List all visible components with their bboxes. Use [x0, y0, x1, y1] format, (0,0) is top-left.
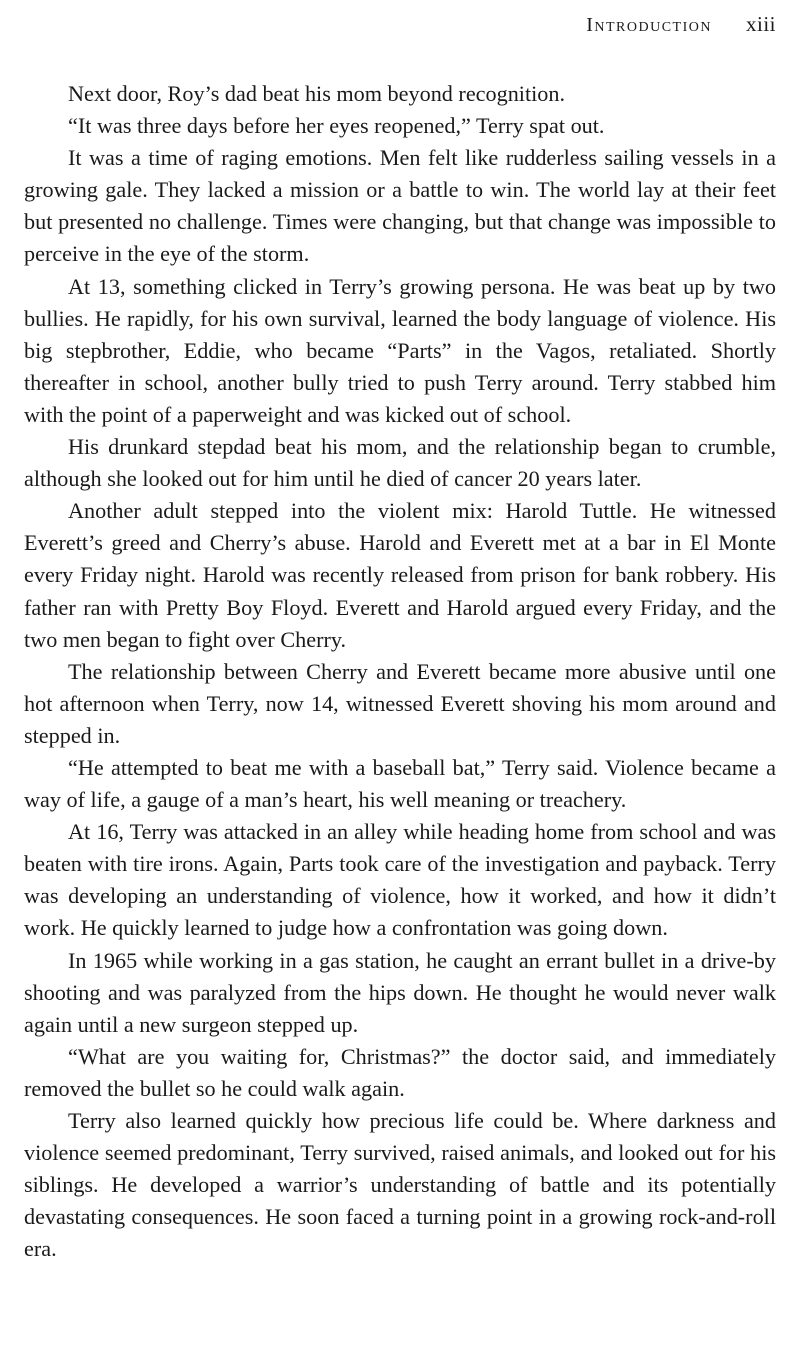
paragraph: “It was three days before her eyes reopened,” Terry spat out.: [68, 113, 605, 139]
paragraph: It was a time of raging emotions. Men felt like rudderless sailing vessels in a growing gale. They lacked a mission or a battle to win. The world lay at their feet but presented no challenge. Times were changing, but that change was impossible to perceive in the eye of the storm.: [24, 145, 776, 267]
paragraph: Terry also learned quickly how precious life could be. Where darkness and violence seemed predominant, Terry survived, raised animals, and looked out for his siblings. He developed a warrior’s understanding of battle and its potentially devastating consequences. He soon faced a turning point in a growing rock-and-roll era.: [24, 1108, 776, 1262]
body-text: [24, 78, 776, 1265]
paragraph: Next door, Roy’s dad beat his mom beyond recognition.: [68, 81, 566, 106]
paragraph: “What are you waiting for, Christmas?” the doctor said, and immediately removed the bullet so he could walk again.: [24, 1043, 776, 1101]
paragraph: In 1965 while working in a gas station, he caught an errant bullet in a drive-by shooting and was paralyzed from the hips down. He thought he would never walk again until a new surgeon stepped up.: [24, 947, 776, 1037]
paragraph: At 13, something clicked in Terry’s growing persona. He was beat up by two bullies. He rapidly, for his own survival, learned the body language of violence. His big stepbrother, Eddie, who became “Parts” in the Vagos, retaliated. Shortly thereafter in school, another bully tried to push Terry around. Terry stabbed him with the point of a paperweight and was kicked out of school.: [24, 273, 776, 427]
paragraph: His drunkard stepdad beat his mom, and the relationship began to crumble, although she looked out for him until he died of cancer 20 years later.: [24, 434, 776, 492]
paragraph: The relationship between Cherry and Everett became more abusive until one hot afternoon when Terry, now 14, witnessed Everett shoving his mom around and stepped in.: [24, 658, 776, 748]
chapter-title: Introduction: [586, 14, 712, 36]
paragraph: Another adult stepped into the violent mix: Harold Tuttle. He witnessed Everett’s greed and Cherry’s abuse. Harold and Everett met at a bar in El Monte every Friday night. Harold was recently released from prison for bank robbery. His father ran with Pretty Boy Floyd. Everett and Harold argued every Friday, and the two men began to fight over Cherry.: [24, 498, 776, 652]
paragraph: “He attempted to beat me with a baseball bat,” Terry said. Violence became a way of life, a gauge of a man’s heart, his well meaning or treachery.: [24, 754, 776, 813]
paragraph: At 16, Terry was attacked in an alley while heading home from school and was beaten with tire irons. Again, Parts took care of the investigation and payback. Terry was developing an understanding of violence, how it worked, and how it didn’t work. He quickly learned to judge how a confrontation was going down.: [24, 819, 776, 941]
running-head: [586, 12, 776, 37]
page-number: xiii: [745, 12, 776, 36]
